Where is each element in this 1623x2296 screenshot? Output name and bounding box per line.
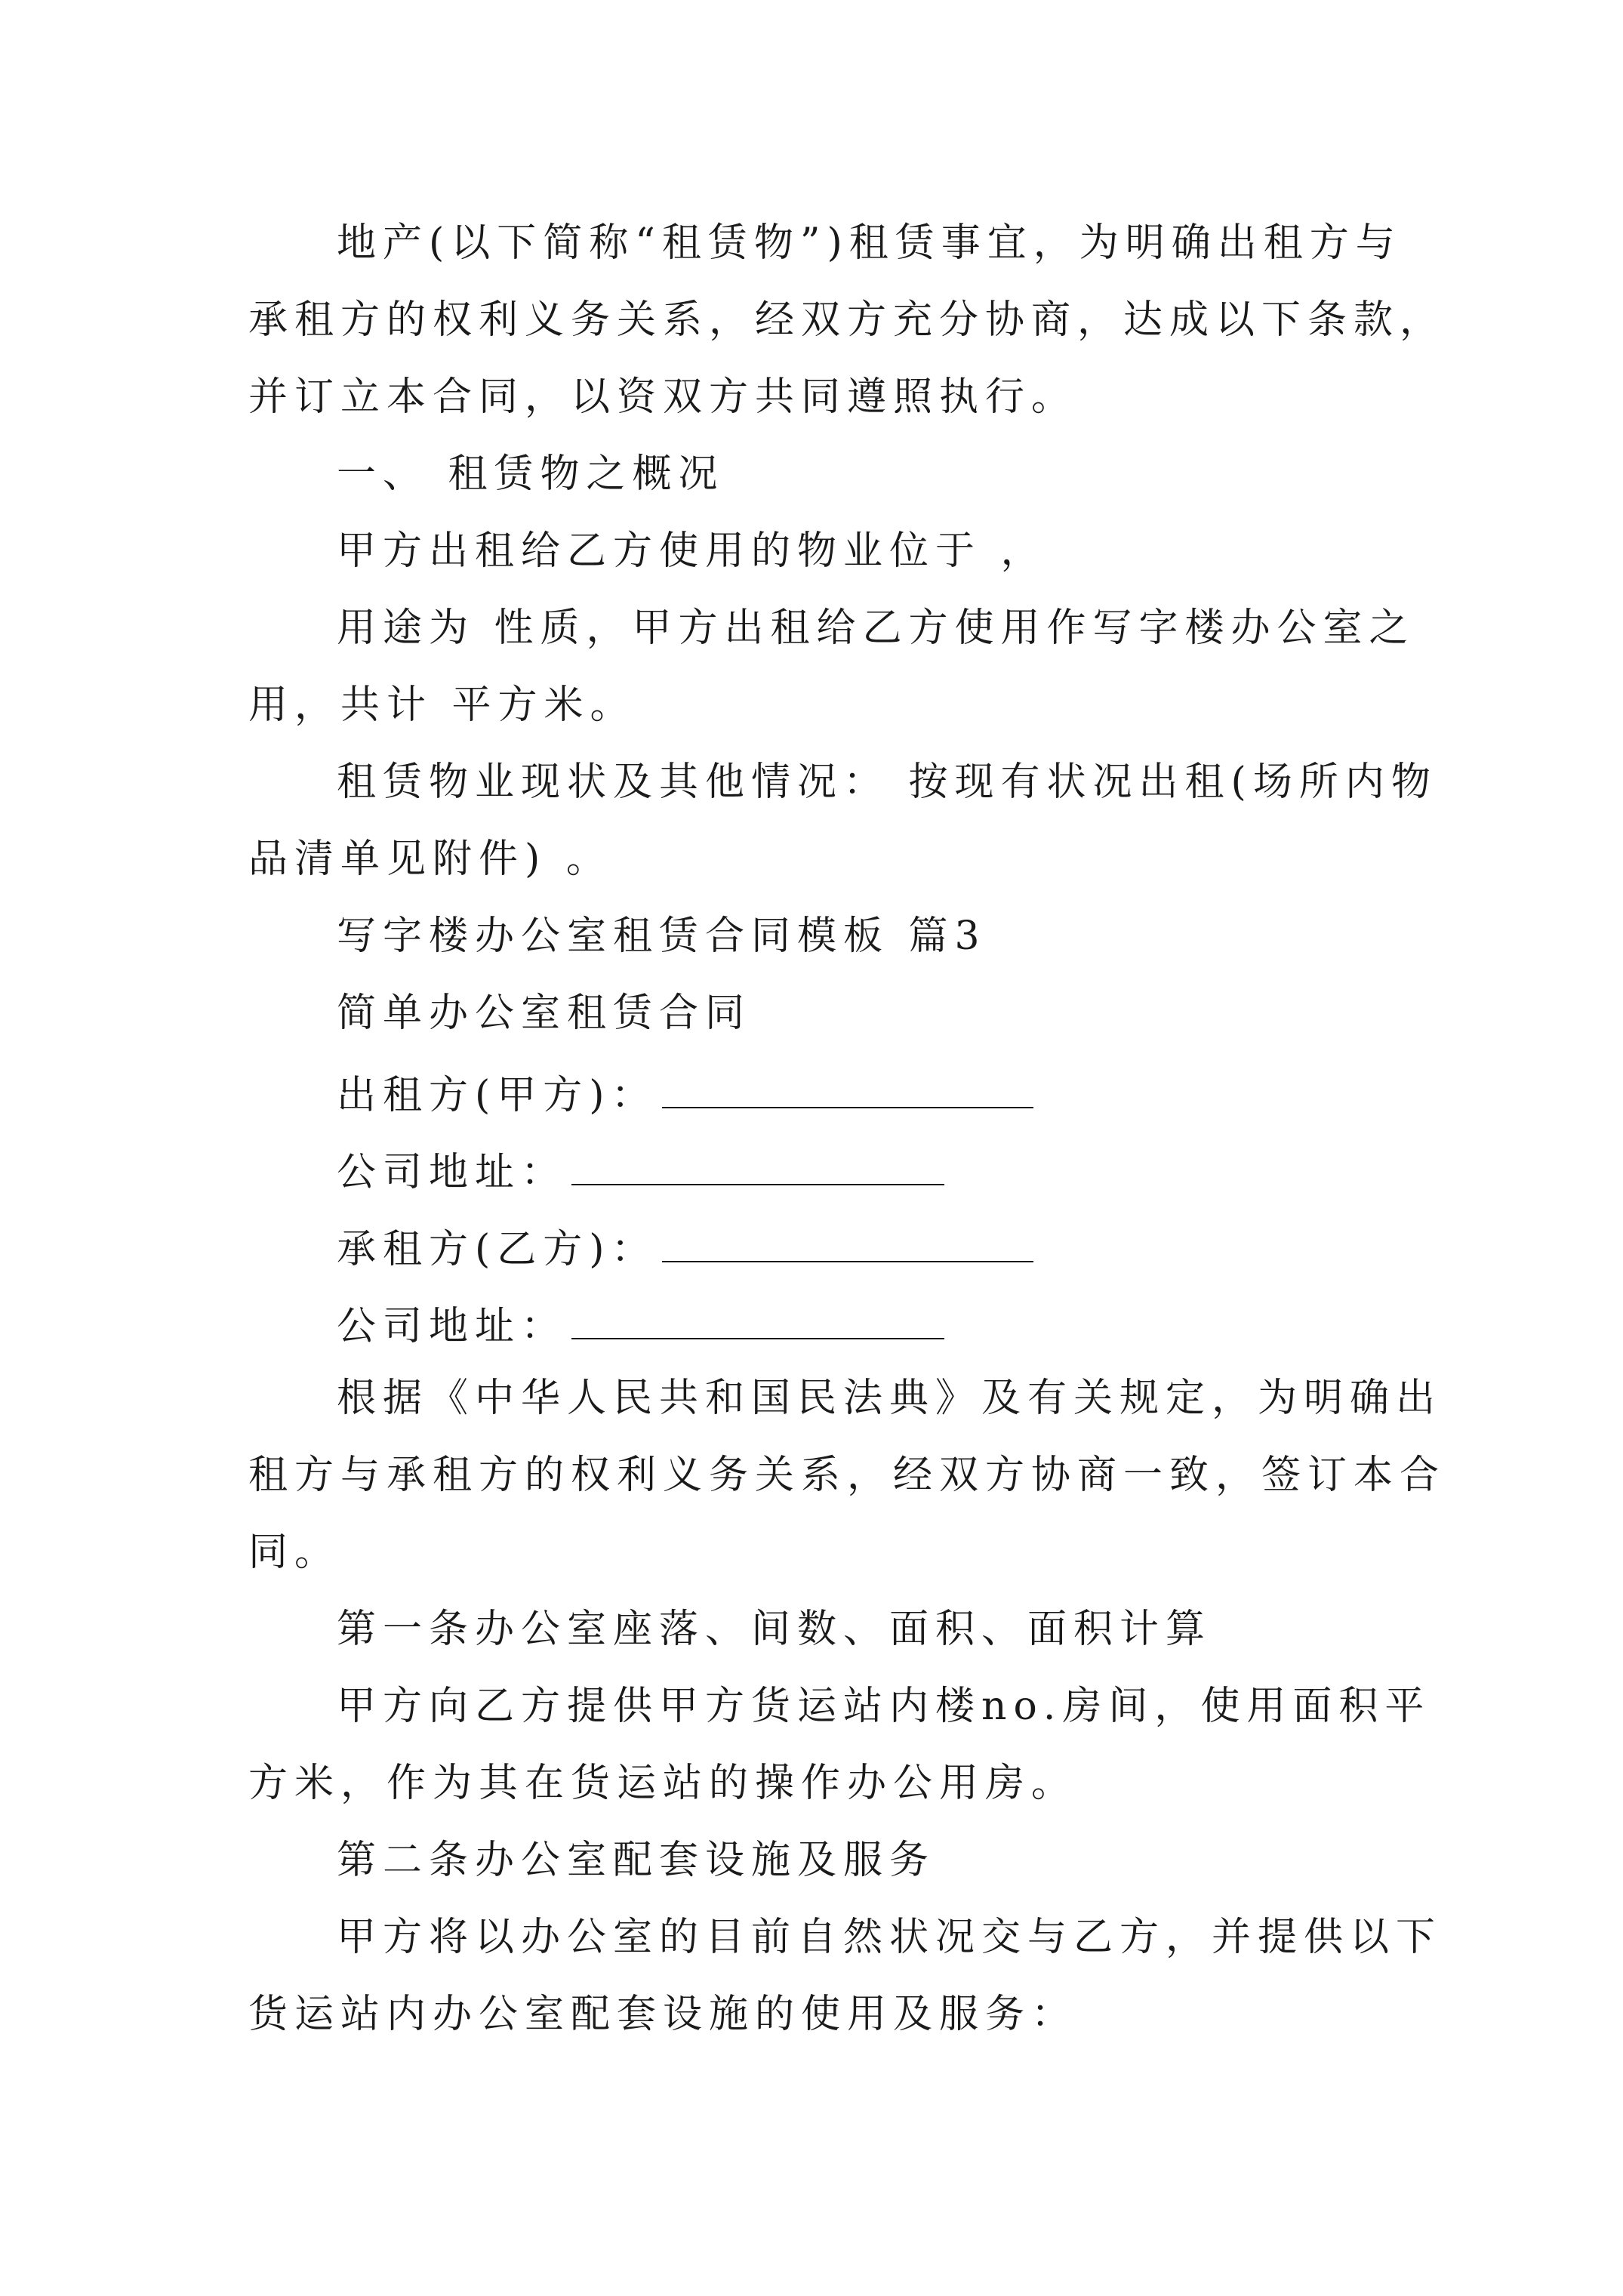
article-heading: 第二条办公室配套设施及服务	[337, 1838, 936, 1883]
section-heading: 一、 租赁物之概况	[337, 451, 725, 497]
field-label: 公司地址：	[337, 1304, 568, 1349]
signature-blank-line	[571, 1148, 944, 1185]
paragraph-line: 甲方出租给乙方使用的物业位于 ，	[337, 529, 1047, 574]
paragraph-line: 品清单见附件) 。	[248, 837, 612, 882]
signature-blank-line	[662, 1071, 1033, 1108]
signature-blank-line	[571, 1302, 944, 1339]
paragraph-line: 承租方的权利义务关系，经双方充分协商，达成以下条款，	[248, 297, 1446, 343]
paragraph-line: 并订立本合同，以资双方共同遵照执行。	[248, 374, 1078, 420]
lessor-field	[337, 1071, 1033, 1118]
paragraph-line: 租方与承租方的权利义务关系，经双方协商一致，签订本合	[248, 1453, 1446, 1498]
signature-blank-line	[662, 1225, 1033, 1262]
paragraph-line: 同。	[248, 1530, 341, 1575]
lessor-address-field	[337, 1148, 944, 1195]
lessee-field	[337, 1225, 1033, 1272]
field-label: 承租方(乙方)：	[337, 1227, 658, 1272]
paragraph-line: 货运站内办公室配套设施的使用及服务：	[248, 1992, 1078, 2037]
paragraph-line: 用途为 性质，甲方出租给乙方使用作写字楼办公室之	[337, 606, 1415, 651]
lessee-address-field	[337, 1302, 944, 1349]
paragraph-line: 用，共计 平方米。	[248, 683, 636, 728]
paragraph-line: 甲方向乙方提供甲方货运站内楼no.房间，使用面积平	[337, 1684, 1431, 1729]
field-label: 出租方(甲方)：	[337, 1073, 658, 1118]
contract-title: 简单办公室租赁合同	[337, 991, 752, 1036]
paragraph-line: 地产(以下简称“租赁物”)租赁事宜，为明确出租方与	[337, 220, 1402, 266]
field-label: 公司地址：	[337, 1150, 568, 1195]
paragraph-line: 甲方将以办公室的目前自然状况交与乙方，并提供以下	[337, 1915, 1443, 1960]
paragraph-line: 租赁物业现状及其他情况： 按现有状况出租(场所内物	[337, 760, 1437, 805]
article-heading: 第一条办公室座落、间数、面积、面积计算	[337, 1607, 1212, 1652]
paragraph-line: 根据《中华人民共和国民法典》及有关规定，为明确出	[337, 1376, 1443, 1421]
paragraph-line: 方米，作为其在货运站的操作办公用房。	[248, 1761, 1078, 1806]
document-subtitle: 写字楼办公室租赁合同模板 篇3	[337, 914, 987, 959]
